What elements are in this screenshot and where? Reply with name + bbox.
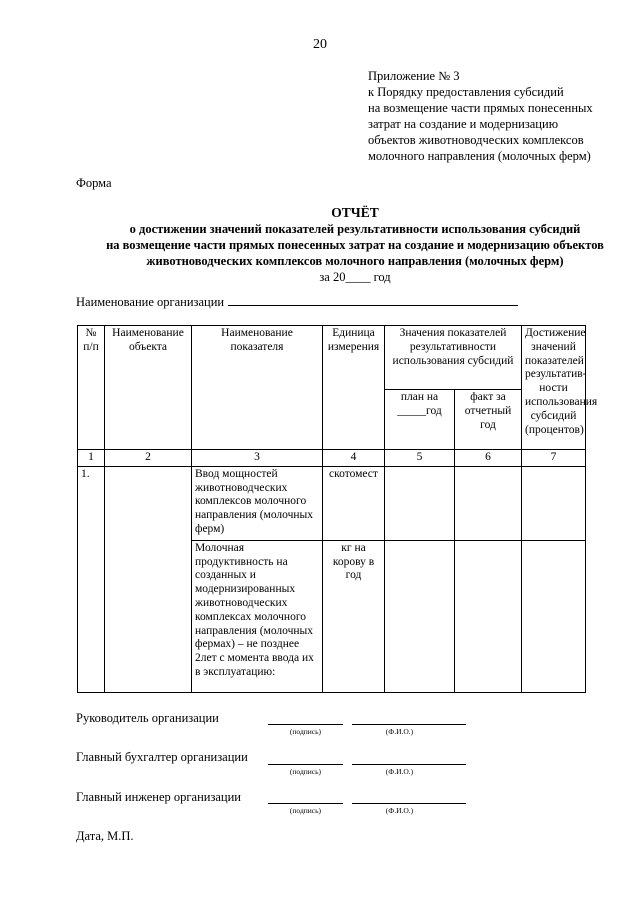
header-plan: план на _____год [385, 390, 455, 450]
achievement-cell[interactable] [522, 540, 586, 692]
fact-cell[interactable] [455, 540, 522, 692]
header-object: Наименование объекта [105, 326, 192, 450]
plan-cell[interactable] [385, 466, 455, 540]
header-unit: Единица измерения [323, 326, 385, 450]
appendix-line: затрат на создание и модернизацию [368, 117, 559, 131]
appendix-line: Приложение № 3 [368, 69, 460, 83]
organization-label: Наименование организации [76, 295, 225, 309]
date-stamp-label: Дата, М.П. [76, 829, 134, 843]
signature-caption: (подпись) [289, 806, 322, 815]
name-caption: (Ф.И.О.) [385, 767, 414, 776]
appendix-line: на возмещение части прямых понесенных [368, 101, 593, 115]
achievement-cell[interactable] [522, 466, 586, 540]
report-period: за 20____ год [319, 270, 391, 284]
row-number: 1. [78, 466, 105, 692]
unit-cell: скотомест [323, 466, 385, 540]
title-line: о достижении значений показателей результативности использования субсидий [129, 222, 581, 236]
fact-cell[interactable] [455, 466, 522, 540]
name-caption: (Ф.И.О.) [385, 806, 414, 815]
title-line: животноводческих комплексов молочного направления (молочных ферм) [146, 254, 564, 268]
signature-line[interactable] [268, 803, 343, 804]
report-heading: ОТЧЁТ [331, 205, 379, 220]
header-indicator: Наименование показателя [192, 326, 323, 450]
column-number: 6 [455, 450, 522, 467]
signature-line[interactable] [268, 724, 343, 725]
header-achievement: Достижение значений показателей результатив-ности использования субсидий (процентов) [522, 326, 586, 450]
appendix-line: объектов животноводческих комплексов [368, 133, 584, 147]
page-number: 20 [313, 37, 327, 52]
signature-engineer-label: Главный инженер организации [76, 790, 241, 804]
column-number: 2 [105, 450, 192, 467]
column-number: 3 [192, 450, 323, 467]
header-fact: факт за отчетный год [455, 390, 522, 450]
column-number: 1 [78, 450, 105, 467]
signature-accountant-label: Главный бухгалтер организации [76, 750, 248, 764]
signature-director-label: Руководитель организации [76, 711, 219, 725]
name-line[interactable] [352, 724, 466, 725]
signature-line[interactable] [268, 764, 343, 765]
name-line[interactable] [352, 764, 466, 765]
signature-caption: (подпись) [289, 767, 322, 776]
header-num: № п/п [78, 326, 105, 450]
appendix-block [368, 68, 593, 164]
form-label: Форма [76, 176, 112, 190]
appendix-line: молочного направления (молочных ферм) [368, 149, 591, 163]
unit-cell: кг на корову в год [323, 540, 385, 692]
signature-caption: (подпись) [289, 727, 322, 736]
indicator-cell: Молочная продуктивность на созданных и модернизированных животноводческих комплексах молочного направления (молочных фермах) – не позднее 2лет с момента ввода их в эксплуатацию: [192, 540, 323, 692]
column-number: 5 [385, 450, 455, 467]
plan-cell[interactable] [385, 540, 455, 692]
report-table [77, 325, 598, 693]
indicator-cell: Ввод мощностей животноводческих комплексов молочного направления (молочных ферм) [192, 466, 323, 540]
organization-row [76, 293, 518, 310]
name-line[interactable] [352, 803, 466, 804]
column-number: 4 [323, 450, 385, 467]
name-caption: (Ф.И.О.) [385, 727, 414, 736]
title-line: на возмещение части прямых понесенных затрат на создание и модернизацию объектов [106, 238, 604, 252]
header-values: Значения показателей результативности использования субсидий [385, 326, 522, 390]
object-cell[interactable] [105, 466, 192, 692]
column-number: 7 [522, 450, 586, 467]
organization-field[interactable] [228, 293, 518, 306]
appendix-line: к Порядку предоставления субсидий [368, 85, 564, 99]
report-title [60, 205, 640, 285]
